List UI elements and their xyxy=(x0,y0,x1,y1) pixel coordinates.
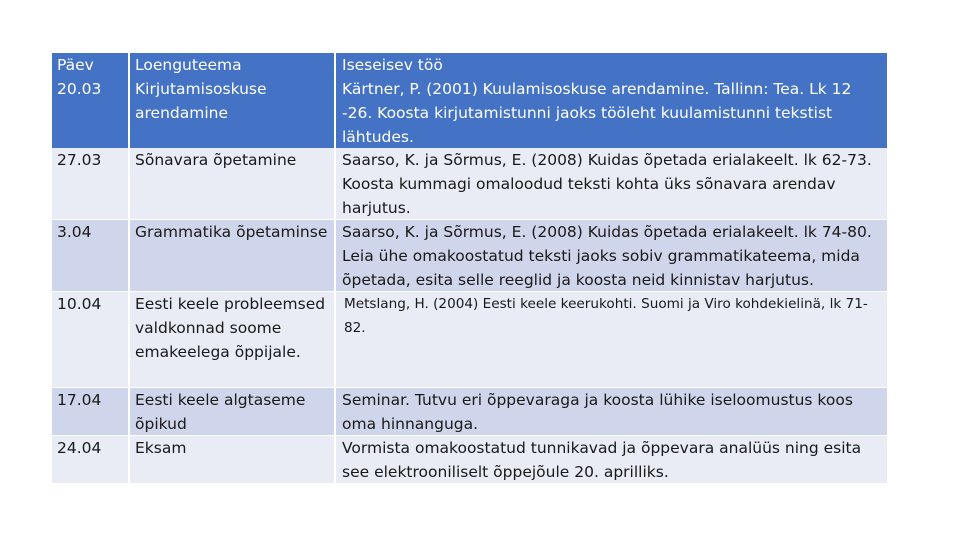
header-date: Päev xyxy=(57,56,94,74)
table-row-5-topic xyxy=(130,388,336,436)
row-date: 27.03 xyxy=(57,151,102,169)
table-row-5-date xyxy=(52,388,130,436)
row-date: 17.04 xyxy=(57,391,102,409)
table-row-3-topic xyxy=(130,220,336,292)
table-row-3-work xyxy=(336,220,887,292)
table-row-6-topic xyxy=(130,436,336,484)
table-row-1-work xyxy=(336,53,887,148)
schedule-table xyxy=(52,53,887,484)
row-topic: Kirjutamisoskuse arendamine xyxy=(135,80,267,122)
table-row-5-work xyxy=(336,388,887,436)
table-row-4-topic xyxy=(130,292,336,388)
row-date: 3.04 xyxy=(57,223,92,241)
table-row-2-date xyxy=(52,148,130,220)
row-date: 10.04 xyxy=(57,295,102,313)
row-work: Seminar. Tutvu eri õppevaraga ja koosta lühike iseloomustus koos oma hinnanguga. xyxy=(342,391,853,433)
row-topic: Eksam xyxy=(135,439,187,457)
row-topic: Grammatika õpetaminse xyxy=(135,223,328,241)
row-work: Vormista omakoostatud tunnikavad ja õppevara analüüs ning esita see elektrooniliselt õppejõule 20. aprilliks. xyxy=(342,439,862,481)
table-row-2-topic xyxy=(130,148,336,220)
row-date: 20.03 xyxy=(57,80,102,98)
table-row-2-work xyxy=(336,148,887,220)
table-row-3-date xyxy=(52,220,130,292)
table-row-6-date xyxy=(52,436,130,484)
row-topic: Sõnavara õpetamine xyxy=(135,151,297,169)
table-row-4-work xyxy=(336,292,887,388)
row-work: Saarso, K. ja Sõrmus, E. (2008) Kuidas õpetada erialakeelt. lk 74-80. Leia ühe omakoostatud teksti jaoks sobiv grammatikateema, mida õpetada, esita selle reeglid ja koosta neid kinnistav harjutus. xyxy=(342,223,872,289)
row-work: Saarso, K. ja Sõrmus, E. (2008) Kuidas õpetada erialakeelt. lk 62-73. Koosta kummagi omaloodud teksti kohta üks sõnavara arendav harjutus. xyxy=(342,151,872,217)
header-work: Iseseisev töö xyxy=(342,56,443,74)
table-row-1-date xyxy=(52,53,130,148)
table-row-1-topic xyxy=(130,53,336,148)
row-topic: Eesti keele probleemsed valdkonnad soome emakeelega õppijale. xyxy=(135,295,326,361)
row-work: Metslang, H. (2004) Eesti keele keerukohti. Suomi ja Viro kohdekielinä, lk 71-82. xyxy=(344,296,868,336)
table-row-6-work xyxy=(336,436,887,484)
row-topic: Eesti keele algtaseme õpikud xyxy=(135,391,306,433)
row-date: 24.04 xyxy=(57,439,102,457)
table-row-4-date xyxy=(52,292,130,388)
header-topic: Loenguteema xyxy=(135,56,242,74)
row-work: Kärtner, P. (2001) Kuulamisoskuse arendamine. Tallinn: Tea. Lk 12 -26. Koosta kirjutamistunni jaoks tööleht kuulamistunni tekstist lähtudes. xyxy=(342,80,852,146)
